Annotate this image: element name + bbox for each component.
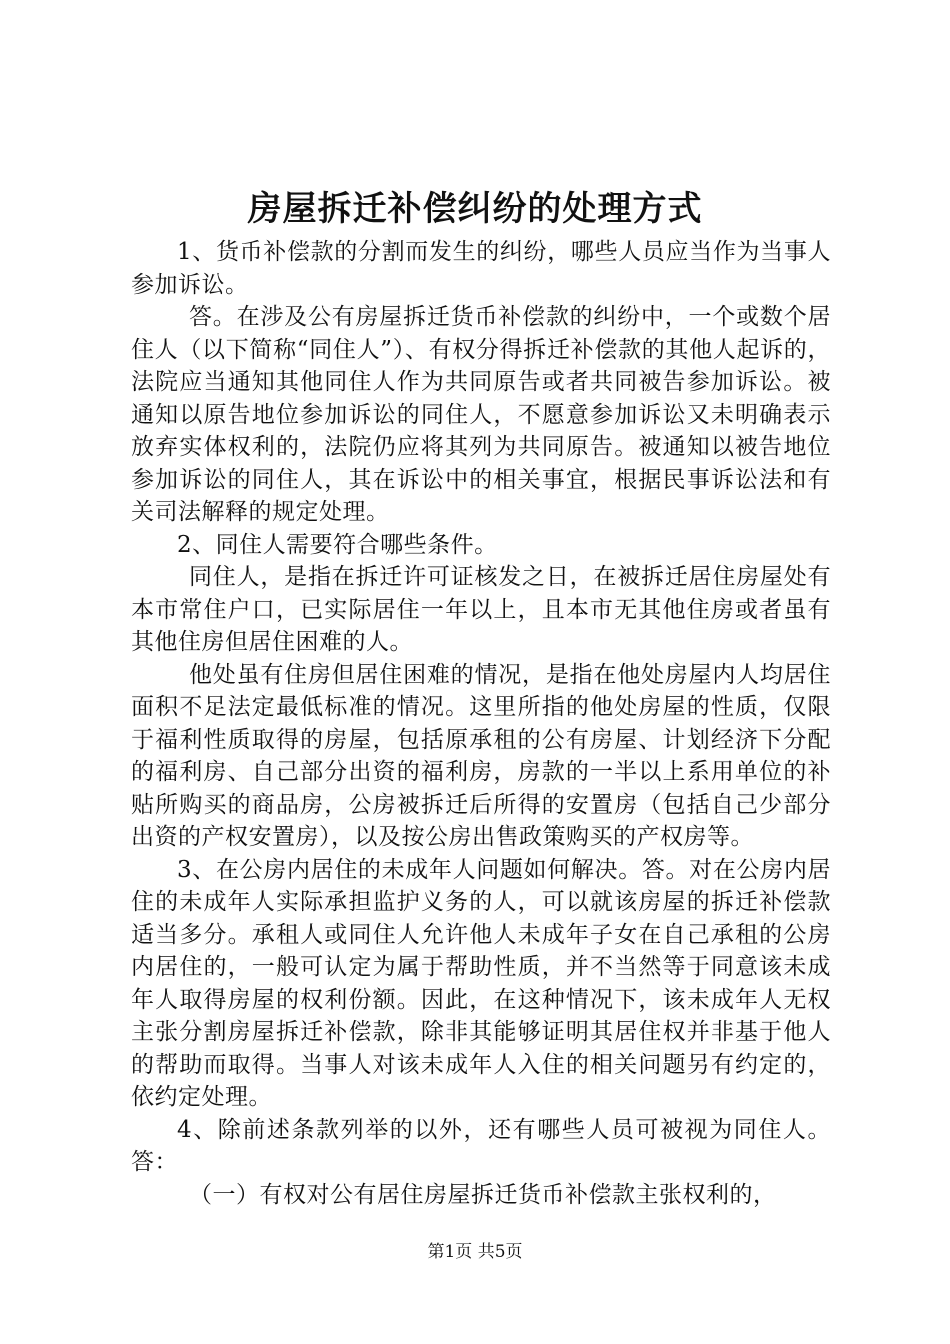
paragraph-question-1: 1、货币补偿款的分割而发生的纠纷，哪些人员应当作为当事人参加诉讼。 xyxy=(131,239,831,298)
document-body xyxy=(131,236,831,1211)
page-footer xyxy=(0,1240,950,1264)
paragraph-answer-2a: 同住人，是指在拆迁许可证核发之日，在被拆迁居住房屋处有本市常住户口，已实际居住一年以上，且本市无其他住房或者虽有其他住房但居住困难的人。 xyxy=(131,564,831,655)
page-number: 第1页 共5页 xyxy=(427,1242,523,1262)
document-title: 房屋拆迁补偿纠纷的处理方式 xyxy=(247,189,703,229)
paragraph-question-2: 2、同住人需要符合哪些条件。 xyxy=(177,531,498,558)
paragraph-answer-4-item-1: （一）有权对公有居住房屋拆迁货币补偿款主张权利的， xyxy=(189,1181,777,1208)
paragraph-question-3: 3、在公房内居住的未成年人问题如何解决。答。对在公房内居住的未成年人实际承担监护义务的人，可以就该房屋的拆迁补偿款适当多分。承租人或同住人允许他人未成年子女在自己承租的公房内居住的，一般可认定为属于帮助性质，并不当然等于同意该未成年人取得房屋的权利份额。因此，在这种情况下，该未成年人无权主张分割房屋拆迁补偿款，除非其能够证明其居住权并非基于他人的帮助而取得。当事人对该未成年人入住的相关问题另有约定的，依约定处理。 xyxy=(131,856,831,1110)
paragraph-answer-1: 答。在涉及公有房屋拆迁货币补偿款的纠纷中，一个或数个居住人（以下简称“同住人”）、有权分得拆迁补偿款的其他人起诉的，法院应当通知其他同住人作为共同原告或者共同被告参加诉讼。被通知以原告地位参加诉讼的同住人，不愿意参加诉讼又未明确表示放弃实体权利的，法院仍应将其列为共同原告。被通知以被告地位参加诉讼的同住人，其在诉讼中的相关事宜，根据民事诉讼法和有关司法解释的规定处理。 xyxy=(131,304,831,525)
paragraph-answer-2b: 他处虽有住房但居住困难的情况，是指在他处房屋内人均居住面积不足法定最低标准的情况。这里所指的他处房屋的性质，仅限于福利性质取得的房屋，包括原承租的公有房屋、计划经济下分配的福利房、自己部分出资的福利房，房款的一半以上系用单位的补贴所购买的商品房，公房被拆迁后所得的安置房（包括自己少部分出资的产权安置房），以及按公房出售政策购买的产权房等。 xyxy=(131,661,831,850)
paragraph-question-4: 4、除前述条款列举的以外，还有哪些人员可被视为同住人。答： xyxy=(131,1116,831,1175)
